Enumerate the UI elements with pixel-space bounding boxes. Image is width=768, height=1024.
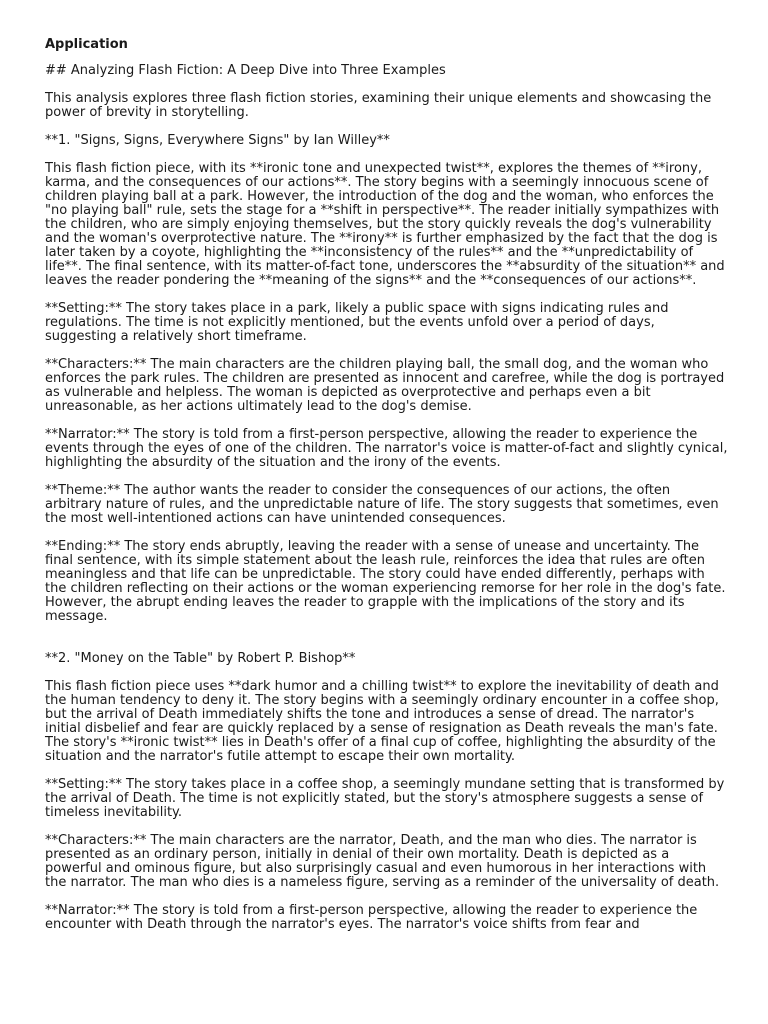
story-2-narrator: **Narrator:** The story is told from a first-person perspective, allowing the reader to experience the encounter with Death through the narrator's eyes. The narrator's voice shifts from fear and bbox=[45, 903, 698, 932]
story-2-analysis: This flash fiction piece uses **dark humor and a chilling twist** to explore the inevitability of death and the human tendency to deny it. The story begins with a seemingly ordinary encounter in a coffee shop, but the arrival of Death immediately shifts the tone and introduces a sense of dread. The narrator's initial disbelief and fear are quickly replaced by a sense of resignation as Death reveals the man's fate. The story's **ironic twist** lies in Death's offer of a final cup of coffee, highlighting the absurdity of the situation and the narrator's futile attempt to escape their own mortality. bbox=[45, 679, 719, 764]
story-1-narrator: **Narrator:** The story is told from a first-person perspective, allowing the reader to experience the events through the eyes of one of the children. The narrator's voice is matter-of-fact and slightly cynical, highlighting the absurdity of the situation and the irony of the events. bbox=[45, 427, 728, 470]
document-heading: Application bbox=[45, 37, 128, 52]
story-2-title: **2. "Money on the Table" by Robert P. Bishop** bbox=[45, 651, 356, 666]
intro-paragraph: This analysis explores three flash fiction stories, examining their unique elements and showcasing the power of brevity in storytelling. bbox=[45, 91, 712, 120]
story-2-characters: **Characters:** The main characters are the narrator, Death, and the man who dies. The narrator is presented as an ordinary person, initially in denial of their own mortality. Death is depicted as a powerful and ominous figure, but also surprisingly casual and even humorous in her interactions with the narrator. The man who dies is a nameless figure, serving as a reminder of the universality of death. bbox=[45, 833, 720, 890]
story-1-setting: **Setting:** The story takes place in a park, likely a public space with signs indicating rules and regulations. The time is not explicitly mentioned, but the events unfold over a period of days, suggesting a relatively short timeframe. bbox=[45, 301, 669, 344]
article-title: ## Analyzing Flash Fiction: A Deep Dive into Three Examples bbox=[45, 63, 446, 78]
story-1-theme: **Theme:** The author wants the reader to consider the consequences of our actions, the often arbitrary nature of rules, and the unpredictable nature of life. The story suggests that sometimes, even the most well-intentioned actions can have unintended consequences. bbox=[45, 483, 719, 526]
story-1-ending: **Ending:** The story ends abruptly, leaving the reader with a sense of unease and uncertainty. The final sentence, with its simple statement about the leash rule, reinforces the idea that rules are often meaningless and that life can be unpredictable. The story could have ended differently, perhaps with the children reflecting on their actions or the woman experiencing remorse for her role in the dog's fate. However, the abrupt ending leaves the reader to grapple with the implications of the story and its message. bbox=[45, 539, 726, 624]
story-1-analysis: This flash fiction piece, with its **ironic tone and unexpected twist**, explores the themes of **irony, karma, and the consequences of our actions**. The story begins with a seemingly innocuous scene of children playing ball at a park. However, the introduction of the dog and the woman, who enforces the "no playing ball" rule, sets the stage for a **shift in perspective**. The reader initially sympathizes with the children, who are simply enjoying themselves, but the story quickly reveals the dog's vulnerability and the woman's overprotective nature. The **irony** is further emphasized by the fact that the dog is later taken by a coyote, highlighting the **inconsistency of the rules** and the **unpredictability of life**. The final sentence, with its matter-of-fact tone, underscores the **absurdity of the situation** and leaves the reader pondering the **meaning of the signs** and the **consequences of our actions**. bbox=[45, 161, 725, 288]
story-1-characters: **Characters:** The main characters are the children playing ball, the small dog, and the woman who enforces the park rules. The children are presented as innocent and carefree, while the dog is portrayed as vulnerable and helpless. The woman is depicted as overprotective and perhaps even a bit unreasonable, as her actions ultimately lead to the dog's demise. bbox=[45, 357, 725, 414]
story-1-title: **1. "Signs, Signs, Everywhere Signs" by Ian Willey** bbox=[45, 133, 390, 148]
story-2-setting: **Setting:** The story takes place in a coffee shop, a seemingly mundane setting that is transformed by the arrival of Death. The time is not explicitly stated, but the story's atmosphere suggests a sense of timeless inevitability. bbox=[45, 777, 725, 820]
